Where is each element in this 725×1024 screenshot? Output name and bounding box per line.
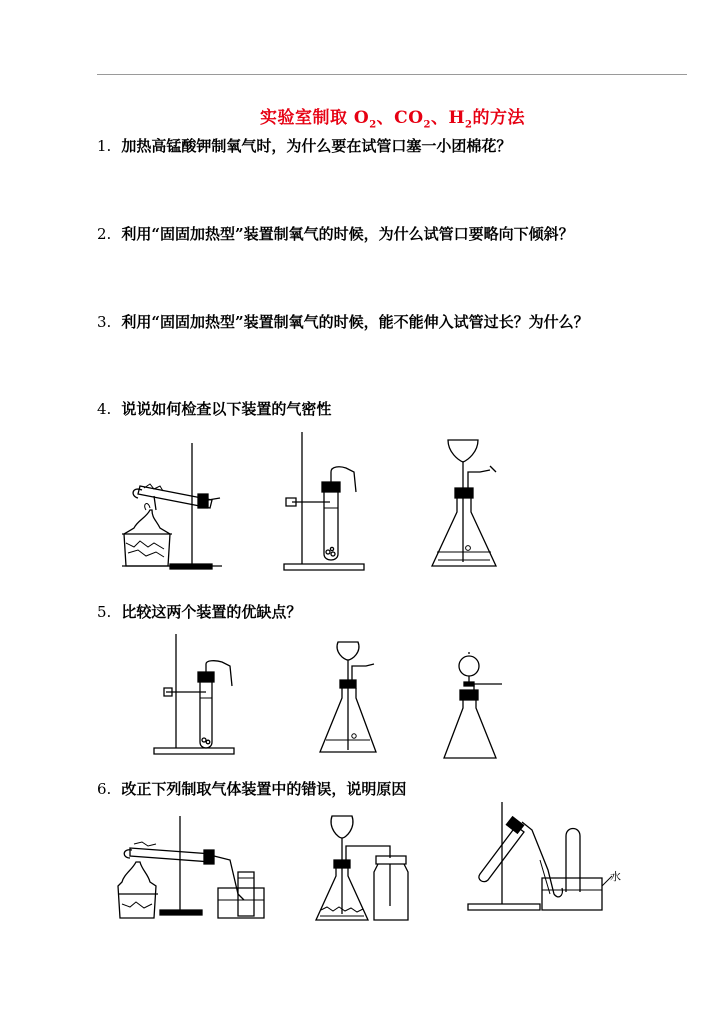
question-4: 4. 说说如何检查以下装置的气密性: [97, 400, 332, 418]
q5-flask-funnel-figure: [314, 636, 394, 761]
question-2: 2. 利用“固固加热型”装置制氧气的时候，为什么试管口要略向下倾斜？: [97, 225, 574, 243]
top-rule: [97, 74, 687, 75]
q4-test-tube-stand-figure: [280, 430, 370, 575]
q4-flask-funnel-figure: [420, 432, 520, 572]
question-6: 6. 改正下列制取气体装置中的错误，说明原因: [97, 780, 407, 798]
q5-test-tube-stand-figure: [150, 630, 240, 760]
page-title: 实验室制取 $O_2$、$CO_2$、$H_2$的方法: [259, 108, 526, 131]
water-label: 水: [610, 870, 621, 883]
question-3: 3. 利用“固固加热型”装置制氧气的时候，能不能伸入试管过长？为什么？: [97, 313, 589, 331]
q6-flask-bottle-figure: [312, 810, 422, 925]
q6-water-collection-figure: [462, 800, 632, 920]
q5-separatory-flask-figure: [438, 650, 518, 765]
question-5: 5. 比较这两个装置的优缺点？: [97, 603, 302, 621]
q4-heating-apparatus-figure: [112, 438, 232, 573]
question-1: 1. 加热高锰酸钾制氧气时，为什么要在试管口塞一小团棉花？: [97, 137, 512, 155]
q6-heating-collection-figure: [112, 814, 272, 924]
